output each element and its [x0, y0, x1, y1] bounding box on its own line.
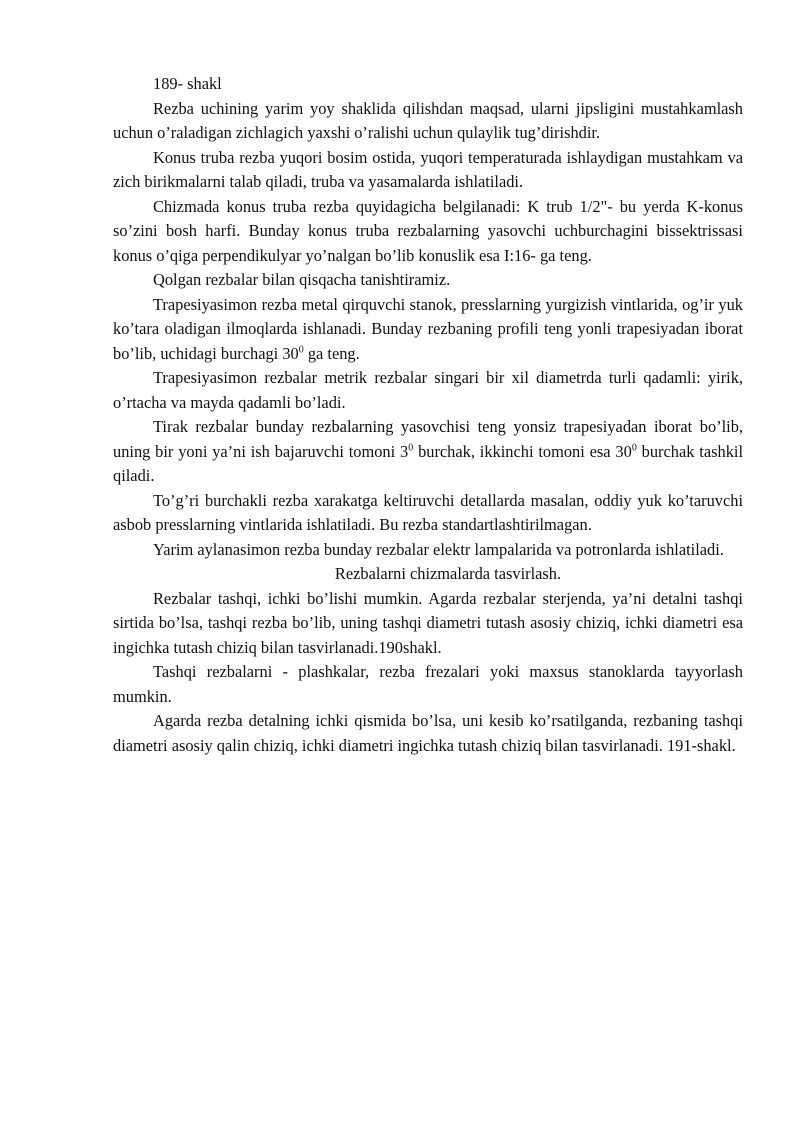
text-segment: Trapesiyasimon rezba metal qirquvchi stanok, presslarning yurgizish vintlarida, og’ir yuk ko’tara oladigan ilmoqlarda ishlanadi. Bunday rezbaning profili teng yonli trapesiyadan iborat bo’lib, uchidagi burchagi 30 [113, 294, 743, 363]
paragraph-trapezoidal-thread [113, 293, 743, 367]
degree-superscript: 0 [298, 344, 304, 356]
degree-superscript: 0 [408, 442, 414, 454]
text-segment: Tirak rezbalar bunday rezbalarning yasovchisi teng yonsiz trapesiyadan iborat bo’lib, uning bir yoni ya’ni ish bajaruvchi tomoni 3 [113, 417, 743, 461]
paragraph-buttress-thread [113, 415, 743, 489]
document-page [113, 72, 743, 758]
paragraph: Konus truba rezba yuqori bosim ostida, yuqori temperaturada ishlaydigan mustahkam va zich birikmalarni talab qiladi, truba va yasamalarda ishlatiladi. [113, 147, 743, 191]
paragraph: Tashqi rezbalarni - plashkalar, rezba frezalari yoki maxsus stanoklarda tayyorlash mumkin. [113, 662, 743, 706]
paragraph: Agarda rezba detalning ichki qismida bo’lsa, uni kesib ko’rsatilganda, rezbaning tashqi diametri asosiy qalin chiziq, ichki diametri ingichka tutash chiziq bilan tasvirlanadi. 191-shakl. [113, 711, 743, 755]
paragraph: Chizmada konus truba rezba quyidagicha belgilanadi: K trub 1/2"- bu yerda K-konus so’zini bosh harfi. Bunday konus truba rezbalarning yasovchi uchburchagini bissektrissasi konus o’qiga perpendikulyar yo’nalgan bo’lib konuslik esa I:16- ga teng. [113, 196, 743, 265]
paragraph: Rezba uchining yarim yoy shaklida qilishdan maqsad, ularni jipsligini mustahkamlash uchun o’raladigan zichlagich yaxshi o’ralishi uchun qulaylik tug’dirishdir. [113, 98, 743, 142]
paragraph: Trapesiyasimon rezbalar metrik rezbalar singari bir xil diametrda turli qadamli: yirik, o’rtacha va mayda qadamli bo’ladi. [113, 368, 743, 412]
degree-superscript: 0 [631, 442, 637, 454]
text-segment: burchak tashkil qiladi. [113, 441, 743, 485]
text-segment: ga teng. [303, 343, 360, 363]
paragraph: Qolgan rezbalar bilan qisqacha tanishtiramiz. [153, 270, 451, 289]
paragraph: Rezbalar tashqi, ichki bo’lishi mumkin. Agarda rezbalar sterjenda, ya’ni detalni tashqi sirtida bo’lsa, tashqi rezba bo’lib, uning tashqi diametri tutash asosiy chiziq, ichki diametri esa ingichka tutash chiziq bilan tasvirlanadi.190shakl. [113, 588, 743, 657]
paragraph: Yarim aylanasimon rezba bunday rezbalar elektr lampalarida va potronlarda ishlatiladi. [153, 539, 724, 559]
section-heading: Rezbalarni chizmalarda tasvirlash. [334, 564, 562, 583]
text-segment: burchak, ikkinchi tomoni esa 30 [413, 441, 632, 461]
paragraph: To’g’ri burchakli rezba xarakatga keltiruvchi detallarda masalan, oddiy yuk ko’taruvchi asbob presslarning vintlarida ishlatiladi. Bu rezba standartlashtirilmagan. [113, 490, 743, 534]
figure-caption: 189- shakl [153, 74, 222, 93]
